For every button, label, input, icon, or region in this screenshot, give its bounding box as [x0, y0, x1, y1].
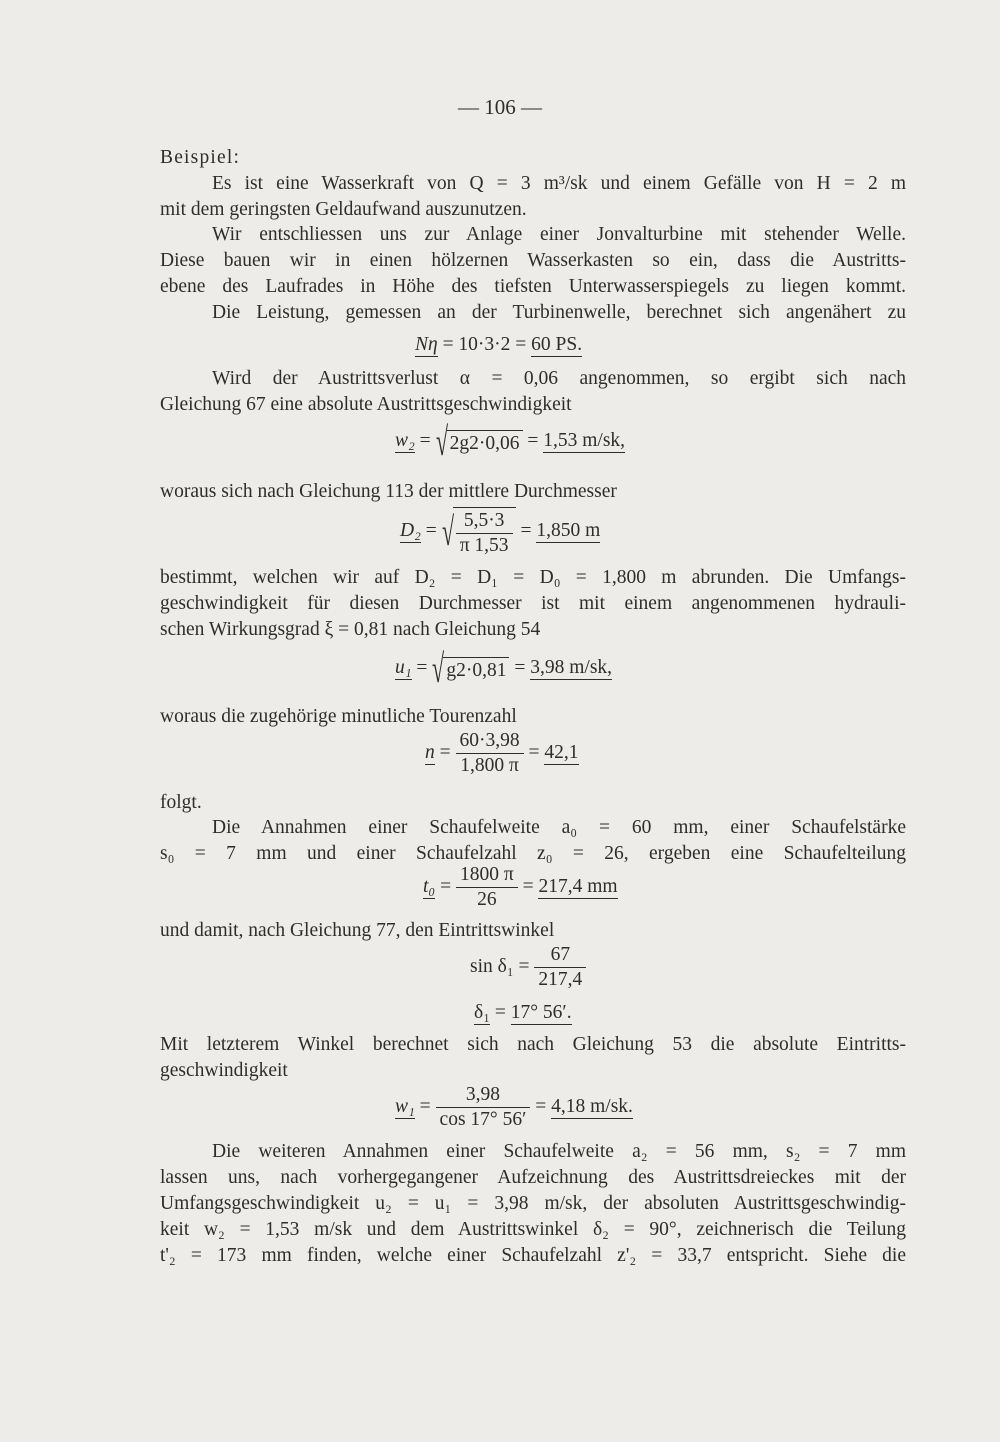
- eq-result: 217,4 mm: [538, 875, 618, 897]
- root-sign: √: [432, 646, 445, 691]
- eq-denominator: 1,800 π: [460, 755, 519, 776]
- eq-lhs: t₀: [423, 875, 436, 897]
- eq-lhs: D₂: [400, 520, 421, 542]
- eq-denominator: cos 17° 56′: [439, 1109, 527, 1130]
- eq-result: 3,98 m/sk,: [530, 657, 613, 679]
- eq-result: 17° 56′.: [510, 1002, 572, 1023]
- line: ebene des Laufrades in Höhe des tiefsten Unterwasserspiegels zu liegen kommt.: [160, 276, 906, 297]
- eq-numerator: 1800 π: [456, 864, 518, 888]
- equation-t0: t₀ = $\frac{1800 \pi}{26}$ = 217,4 mm: [423, 864, 618, 910]
- eq-lhs: sin δ₁ =: [470, 955, 530, 977]
- line: lassen uns, nach vorhergegangener Aufzeichnung des Austrittsdreieckes mit der: [160, 1167, 906, 1188]
- equation-u1: u₁ = √g2·0,81 = 3,98 m/sk,: [395, 646, 613, 691]
- line: Die Leistung, gemessen an der Turbinenwelle, berechnet sich angenähert zu: [212, 302, 906, 323]
- line: Die weiteren Annahmen einer Schaufelweite a₂ = 56 mm, s₂ = 7 mm: [212, 1141, 906, 1162]
- eq-result: 42,1: [544, 741, 579, 763]
- eq-lhs: Nη: [415, 334, 438, 355]
- line: Wird der Austrittsverlust α = 0,06 angenommen, so ergibt sich nach: [212, 368, 906, 389]
- eq-lhs: δ₁: [474, 1002, 490, 1023]
- equation-d2: D₂ = √ $\frac{5,5\cdot 3}{\pi 1,53}$ = 1,850 m: [400, 509, 601, 556]
- eq-result: 60 PS.: [531, 334, 583, 355]
- root-sign: √: [441, 509, 454, 554]
- line: mit dem geringsten Geldaufwand auszunutzen.: [160, 199, 527, 220]
- eq-numerator: 5,5·3: [456, 510, 513, 534]
- line: Diese bauen wir in einen hölzernen Wasserkasten so ein, dass die Austritts-: [160, 250, 906, 271]
- root-sign: √: [435, 419, 448, 464]
- eq-lhs: w₂: [395, 430, 415, 452]
- page-number: — 106 —: [458, 95, 542, 119]
- line: keit w₂ = 1,53 m/sk und dem Austrittswinkel δ₂ = 90°, zeichnerisch die Teilung: [160, 1219, 906, 1240]
- line: geschwindigkeit für diesen Durchmesser ist mit einem angenommenen hydrauli-: [160, 593, 906, 614]
- section-heading: Beispiel:: [160, 147, 241, 168]
- eq-denominator: 26: [477, 889, 497, 910]
- line: woraus die zugehörige minutliche Tourenzahl: [160, 706, 517, 727]
- eq-lhs: w₁: [395, 1095, 415, 1117]
- eq-numerator: 67: [534, 944, 586, 968]
- eq-mid: = 10·3·2 =: [442, 334, 527, 355]
- line: bestimmt, welchen wir auf D₂ = D₁ = D₀ = 1,800 m abrunden. Die Umfangs-: [160, 567, 906, 588]
- eq-numerator: 3,98: [436, 1084, 531, 1108]
- eq-radicand: 2g2·0,06: [447, 430, 523, 455]
- line: woraus sich nach Gleichung 113 der mittlere Durchmesser: [160, 481, 617, 502]
- eq-radicand: g2·0,81: [443, 657, 509, 682]
- line: Die Annahmen einer Schaufelweite a₀ = 60 mm, einer Schaufelstärke: [212, 817, 906, 838]
- equation-w1: w₁ = $\frac{3,98}{\cos 17^\circ 56'}$ = 4,18 m/sk.: [395, 1084, 633, 1130]
- eq-lhs: u₁: [395, 657, 412, 679]
- line: Gleichung 67 eine absolute Austrittsgeschwindigkeit: [160, 394, 572, 415]
- line: Wir entschliessen uns zur Anlage einer Jonvalturbine mit stehender Welle.: [212, 224, 906, 245]
- line: t'₂ = 173 mm finden, welche einer Schaufelzahl z'₂ = 33,7 entspricht. Siehe die: [160, 1245, 906, 1266]
- equation-delta1: δ₁ = 17° 56′.: [474, 1002, 572, 1023]
- eq-result: 1,850 m: [536, 520, 601, 542]
- eq-lhs: n: [425, 741, 435, 763]
- equation-power: [0, 334, 1000, 356]
- eq-result: 4,18 m/sk.: [551, 1095, 633, 1117]
- line: Es ist eine Wasserkraft von Q = 3 m³/sk und einem Gefälle von H = 2 m: [212, 173, 906, 194]
- equation-w2: w₂ = √2g2·0,06 = 1,53 m/sk,: [395, 419, 626, 464]
- line: und damit, nach Gleichung 77, den Eintrittswinkel: [160, 920, 555, 941]
- line: Mit letzterem Winkel berechnet sich nach Gleichung 53 die absolute Eintritts-: [160, 1034, 906, 1055]
- line: s₀ = 7 mm und einer Schaufelzahl z₀ = 26, ergeben eine Schaufelteilung: [160, 843, 906, 864]
- eq-numerator: 60·3,98: [456, 730, 524, 754]
- eq-denominator: 217,4: [538, 969, 583, 990]
- equation-sin: [0, 944, 1000, 991]
- eq-denominator: π 1,53: [459, 535, 509, 556]
- line: Umfangsgeschwindigkeit u₂ = u₁ = 3,98 m/sk, der absoluten Austrittsgeschwindig-: [160, 1193, 906, 1214]
- equation-n: n = $\frac{60\cdot 3,98}{1,800 \pi}$ = 42,1: [425, 730, 579, 776]
- line: folgt.: [160, 792, 202, 813]
- line: geschwindigkeit: [160, 1060, 288, 1081]
- line: schen Wirkungsgrad ξ = 0,81 nach Gleichung 54: [160, 619, 541, 640]
- eq-result: 1,53 m/sk,: [543, 430, 626, 452]
